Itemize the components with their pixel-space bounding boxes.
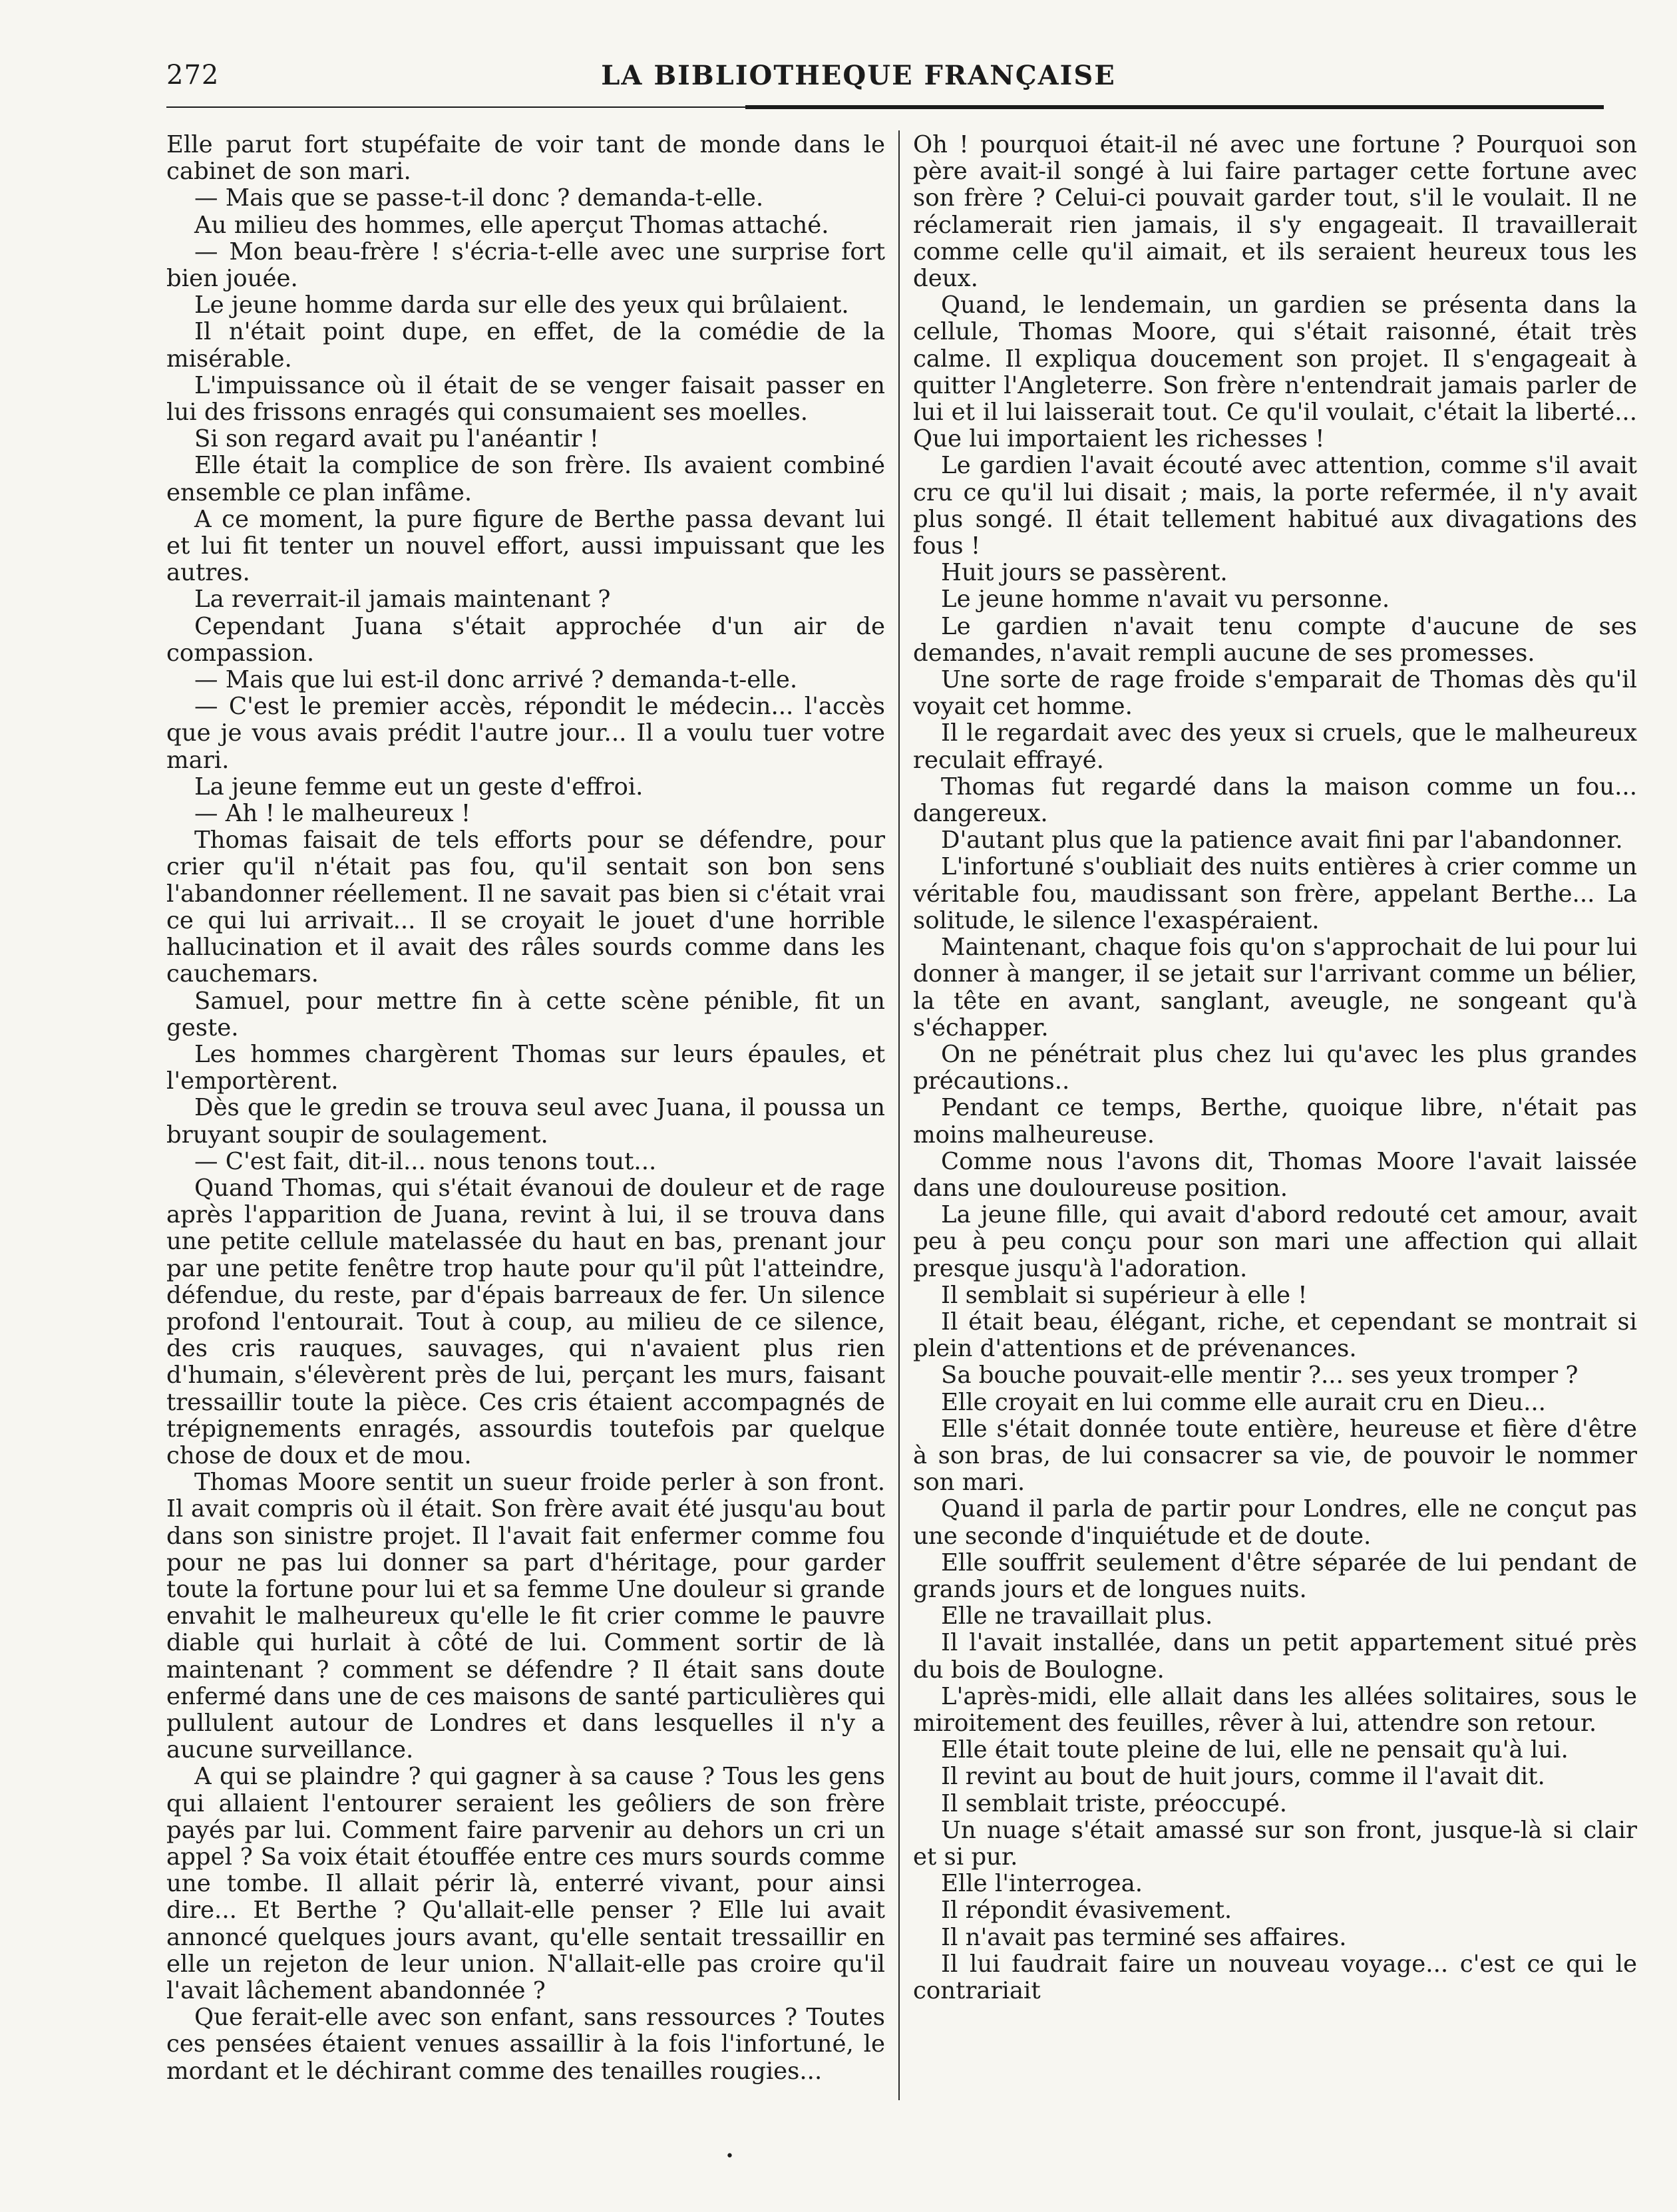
page-header bbox=[166, 55, 1551, 101]
paragraph: Les hommes chargèrent Thomas sur leurs épaules, et l'emportèrent. bbox=[166, 1040, 885, 1095]
paragraph: L'après-midi, elle allait dans les allées solitaires, sous le miroitement des feuilles, rêver à lui, attendre son retour. bbox=[913, 1682, 1637, 1737]
paragraph: Elle parut fort stupéfaite de voir tant de monde dans le cabinet de son mari. bbox=[166, 132, 885, 186]
paragraph: A qui se plaindre ? qui gagner à sa cause ? Tous les gens qui allaient l'entourer seraient les geôliers de son frère payés par lui. Comment faire parvenir au dehors un cri un appel ? Sa voix était étouffée entre ces murs sourds comme une tombe. Il allait périr là, enterré vivant, pour ainsi dire... Et Berthe ? Qu'allait-elle penser ? Elle lui avait annoncé quelques jours avant, qu'elle sentait tressaillir en elle un rejeton de leur union. N'allait-elle pas croire qu'il l'avait lâchement abandonnée ? bbox=[166, 1763, 885, 2005]
paragraph: — C'est le premier accès, répondit le médecin... l'accès que je vous avais prédit l'autre jour... Il a voulu tuer votre mari. bbox=[166, 693, 885, 774]
paragraph: Quand Thomas, qui s'était évanoui de douleur et de rage après l'apparition de Juana, revint à lui, il se trouva dans une petite cellule matelassée du haut en bas, prenant jour par une petite fenêtre trop haute pour qu'il pût l'atteindre, défendue, du reste, par d'épais barreaux de fer. Un silence profond l'entourait. Tout à coup, au milieu de ce silence, des cris rauques, sauvages, qui n'avaient plus rien d'humain, s'élevèrent près de lui, perçant les murs, faisant tressaillir toute la pièce. Ces cris étaient accompagnés de trépignements enragés, assourdis toutefois par quelque chose de doux et de mou. bbox=[166, 1174, 885, 1469]
paragraph: Sa bouche pouvait-elle mentir ?... ses yeux tromper ? bbox=[941, 1362, 1579, 1389]
paragraph: Une sorte de rage froide s'emparait de Thomas dès qu'il voyait cet homme. bbox=[913, 666, 1637, 721]
paragraph: Quand il parla de partir pour Londres, elle ne conçut pas une seconde d'inquiétude et de doute. bbox=[913, 1495, 1637, 1550]
column-divider bbox=[898, 130, 900, 2100]
paragraph: Il le regardait avec des yeux si cruels, que le malheureux reculait effrayé. bbox=[913, 719, 1637, 774]
paragraph: Il l'avait installée, dans un petit appartement situé près du bois de Boulogne. bbox=[913, 1629, 1637, 1684]
paragraph: D'autant plus que la patience avait fini par l'abandonner. bbox=[941, 827, 1623, 854]
paragraph: — Mais que se passe-t-il donc ? demanda-t-elle. bbox=[194, 184, 764, 212]
running-title: LA BIBLIOTHEQUE FRANÇAISE bbox=[601, 60, 1116, 91]
paragraph: Huit jours se passèrent. bbox=[941, 559, 1228, 587]
paragraph: La jeune fille, qui avait d'abord redouté cet amour, avait peu à peu conçu pour son mari une affection qui allait presque jusqu'à l'adoration. bbox=[913, 1201, 1637, 1282]
paragraph: Cependant Juana s'était approchée d'un air de compassion. bbox=[166, 612, 885, 667]
paragraph: Le jeune homme n'avait vu personne. bbox=[941, 586, 1390, 614]
paragraph: Elle était la complice de son frère. Ils avaient combiné ensemble ce plan infâme. bbox=[166, 452, 885, 506]
paragraph: Quand, le lendemain, un gardien se présenta dans la cellule, Thomas Moore, qui s'était raisonné, était très calme. Il expliqua doucement son projet. Il s'engageait à quitter l'Angleterre. Son frère n'entendrait jamais parler de lui et il lui laisserait tout. Ce qu'il voulait, c'était la liberté... Que lui importaient les richesses ! bbox=[913, 291, 1637, 453]
paragraph: Thomas Moore sentit un sueur froide perler à son front. Il avait compris où il était. Son frère avait été jusqu'au bout dans son sinistre projet. Il l'avait fait enfermer comme fou pour ne pas lui donner sa part d'héritage, pour garder toute la fortune pour lui et sa femme Une douleur si grande envahit le malheureux qu'elle le fit crier comme le pauvre diable qui hurlait à côté de lui. Comment sortir de là maintenant ? comment se défendre ? Il était sans doute enfermé dans une de ces maisons de santé particulières qui pullulent autour de Londres et dans lesquelles il n'y a aucune surveillance. bbox=[166, 1469, 885, 1764]
paragraph: L'infortuné s'oubliait des nuits entières à crier comme un véritable fou, maudissant son frère, appelant Berthe... La solitude, le silence l'exaspéraient. bbox=[913, 853, 1637, 934]
paragraph: — Ah ! le malheureux ! bbox=[194, 800, 471, 828]
header-rule bbox=[166, 106, 745, 108]
left-text-column bbox=[166, 132, 885, 2128]
paragraph: Maintenant, chaque fois qu'on s'approchait de lui pour lui donner à manger, il se jetait sur l'arrivant comme un bélier, la tête en avant, sanglant, aveugle, ne songeant qu'à s'échapper. bbox=[913, 934, 1637, 1041]
paragraph: Elle croyait en lui comme elle aurait cru en Dieu... bbox=[941, 1388, 1546, 1416]
paragraph: L'impuissance où il était de se venger faisait passer en lui des frissons enragés qui consumaient ses moelles. bbox=[166, 371, 885, 427]
paragraph: Il lui faudrait faire un nouveau voyage... c'est ce qui le contrariait bbox=[913, 1950, 1637, 2005]
paragraph: Il semblait triste, préoccupé. bbox=[941, 1789, 1288, 1817]
paragraph: Elle l'interrogea. bbox=[941, 1870, 1143, 1898]
paragraph: — Mais que lui est-il donc arrivé ? demanda-t-elle. bbox=[194, 666, 798, 694]
paragraph: Dès que le gredin se trouva seul avec Juana, il poussa un bruyant soupir de soulagement. bbox=[166, 1094, 885, 1149]
paragraph: Il revint au bout de huit jours, comme il l'avait dit. bbox=[941, 1763, 1545, 1791]
header-rule-heavy bbox=[745, 105, 1604, 109]
paragraph: Le gardien l'avait écouté avec attention, comme s'il avait cru ce qu'il lui disait ; mais, la porte refermée, il n'y avait plus songé. Il était tellement habitué aux divagations des fous ! bbox=[913, 452, 1637, 560]
paragraph: Un nuage s'était amassé sur son front, jusque-là si clair et si pur. bbox=[913, 1816, 1637, 1871]
paragraph: Il n'avait pas terminé ses affaires. bbox=[941, 1923, 1347, 1951]
paragraph: — C'est fait, dit-il... nous tenons tout... bbox=[194, 1147, 657, 1175]
paragraph: Le gardien n'avait tenu compte d'aucune de ses demandes, n'avait rempli aucune de ses promesses. bbox=[913, 612, 1637, 667]
right-text-column bbox=[913, 132, 1637, 2128]
paragraph: La reverrait-il jamais maintenant ? bbox=[194, 586, 611, 614]
paragraph: Thomas fut regardé dans la maison comme un fou... dangereux. bbox=[913, 773, 1637, 828]
paragraph: Il répondit évasivement. bbox=[941, 1897, 1232, 1925]
paragraph: On ne pénétrait plus chez lui qu'avec les plus grandes précautions.. bbox=[913, 1040, 1637, 1095]
bottom-dot: • bbox=[725, 2148, 734, 2165]
paragraph: Thomas faisait de tels efforts pour se défendre, pour crier qu'il n'était pas fou, qu'il sentait son bon sens l'abandonner réellement. Il ne savait pas bien si c'était vrai ce qui lui arrivait... Il se croyait le jouet d'une horrible hallucination et il avait des râles sourds comme dans les cauchemars. bbox=[166, 827, 885, 988]
paragraph: Samuel, pour mettre fin à cette scène pénible, fit un geste. bbox=[166, 987, 885, 1041]
paragraph: Si son regard avait pu l'anéantir ! bbox=[194, 425, 600, 453]
paragraph: — Mon beau-frère ! s'écria-t-elle avec une surprise fort bien jouée. bbox=[166, 238, 885, 293]
paragraph: Elle s'était donnée toute entière, heureuse et fière d'être à son bras, de lui consacrer sa vie, de pouvoir le nommer son mari. bbox=[913, 1415, 1637, 1497]
paragraph: Pendant ce temps, Berthe, quoique libre, n'était pas moins malheureuse. bbox=[913, 1094, 1637, 1149]
paragraph: Elle était toute pleine de lui, elle ne pensait qu'à lui. bbox=[941, 1736, 1569, 1764]
paragraph: Elle souffrit seulement d'être séparée de lui pendant de grands jours et de longues nuits. bbox=[913, 1549, 1637, 1603]
paragraph: Le jeune homme darda sur elle des yeux qui brûlaient. bbox=[194, 291, 849, 319]
paragraph: Il n'était point dupe, en effet, de la comédie de la misérable. bbox=[166, 318, 885, 373]
paragraph: Oh ! pourquoi était-il né avec une fortune ? Pourquoi son père avait-il songé à lui faire partager cette fortune avec son frère ? Celui-ci pouvait garder tout, s'il le voulait. Il ne réclamerait rien jamais, il s'y engageait. Il travaillerait comme celle qu'il aimait, et ils seraient heureux tous les deux. bbox=[913, 132, 1637, 293]
paragraph: Il était beau, élégant, riche, et cependant se montrait si plein d'attentions et de prévenances. bbox=[913, 1308, 1637, 1363]
paragraph: La jeune femme eut un geste d'effroi. bbox=[194, 773, 644, 801]
page-number: 272 bbox=[166, 60, 220, 91]
paragraph: A ce moment, la pure figure de Berthe passa devant lui et lui fit tenter un nouvel effort, aussi impuissant que les autres. bbox=[166, 505, 885, 587]
paragraph: Il semblait si supérieur à elle ! bbox=[941, 1281, 1308, 1309]
paragraph: Comme nous l'avons dit, Thomas Moore l'avait laissée dans une douloureuse position. bbox=[913, 1147, 1637, 1202]
paragraph: Au milieu des hommes, elle aperçut Thomas attaché. bbox=[194, 211, 829, 239]
paragraph: Que ferait-elle avec son enfant, sans ressources ? Toutes ces pensées étaient venues assaillir à la fois l'infortuné, le mordant et le déchirant comme des tenailles rougies... bbox=[166, 2004, 885, 2085]
paragraph: Elle ne travaillait plus. bbox=[941, 1602, 1213, 1630]
